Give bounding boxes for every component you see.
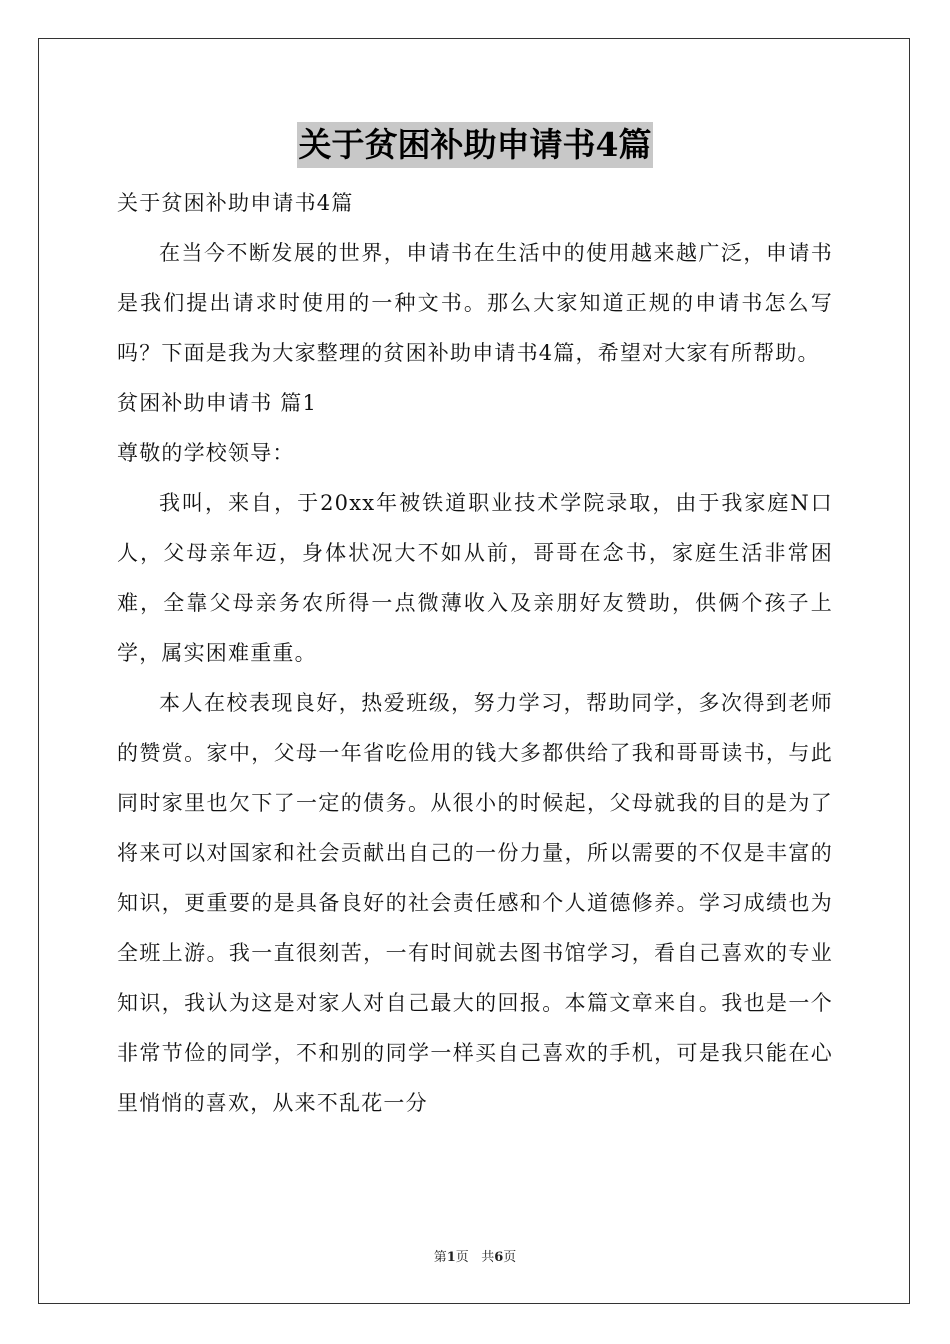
page-total-prefix: 共 [481, 1250, 495, 1265]
page-total: 6 [494, 1250, 504, 1265]
title-container [0, 122, 950, 168]
paragraph: 尊敬的学校领导： [117, 441, 295, 465]
paragraph: 本人在校表现良好，热爱班级，努力学习，帮助同学，多次得到老师的赞赏。家中，父母一年省吃俭用的钱大多都供给了我和哥哥读书，与此同时家里也欠下了一定的债务。从很小的时候起，父母就我的目的是为了将来可以对国家和社会贡献出自己的一份力量，所以需要的不仅是丰富的知识，更重要的是具备良好的社会责任感和个人道德修养。学习成绩也为全班上游。我一直很刻苦，一有时间就去图书馆学习，看自己喜欢的专业知识，我认为这是对家人对自己最大的回报。本篇文章来自。我也是一个非常节俭的同学，不和别的同学一样买自己喜欢的手机，可是我只能在心里悄悄的喜欢，从来不乱花一分 [117, 691, 833, 1115]
page-number-current: 1 [446, 1250, 456, 1265]
paragraph: 在当今不断发展的世界，申请书在生活中的使用越来越广泛，申请书是我们提出请求时使用的一种文书。那么大家知道正规的申请书怎么写吗？下面是我为大家整理的贫困补助申请书4篇，希望对大家有所帮助。 [117, 241, 833, 365]
paragraph-list [117, 228, 833, 1128]
page-footer [0, 1246, 950, 1265]
page-number-prefix: 第 [433, 1250, 447, 1265]
document-title: 关于贫困补助申请书4篇 [297, 122, 654, 168]
page-total-suffix: 页 [503, 1250, 517, 1265]
paragraph: 贫困补助申请书 篇1 [117, 391, 318, 415]
page-number-suffix: 页 [455, 1250, 469, 1265]
document-subtitle: 关于贫困补助申请书4篇 [117, 191, 354, 215]
paragraph: 我叫，来自，于20xx年被铁道职业技术学院录取，由于我家庭N口人，父母亲年迈，身体状况大不如从前，哥哥在念书，家庭生活非常困难，全靠父母亲务农所得一点微薄收入及亲朋好友赞助，供俩个孩子上学，属实困难重重。 [117, 491, 833, 665]
document-body [117, 178, 833, 1128]
